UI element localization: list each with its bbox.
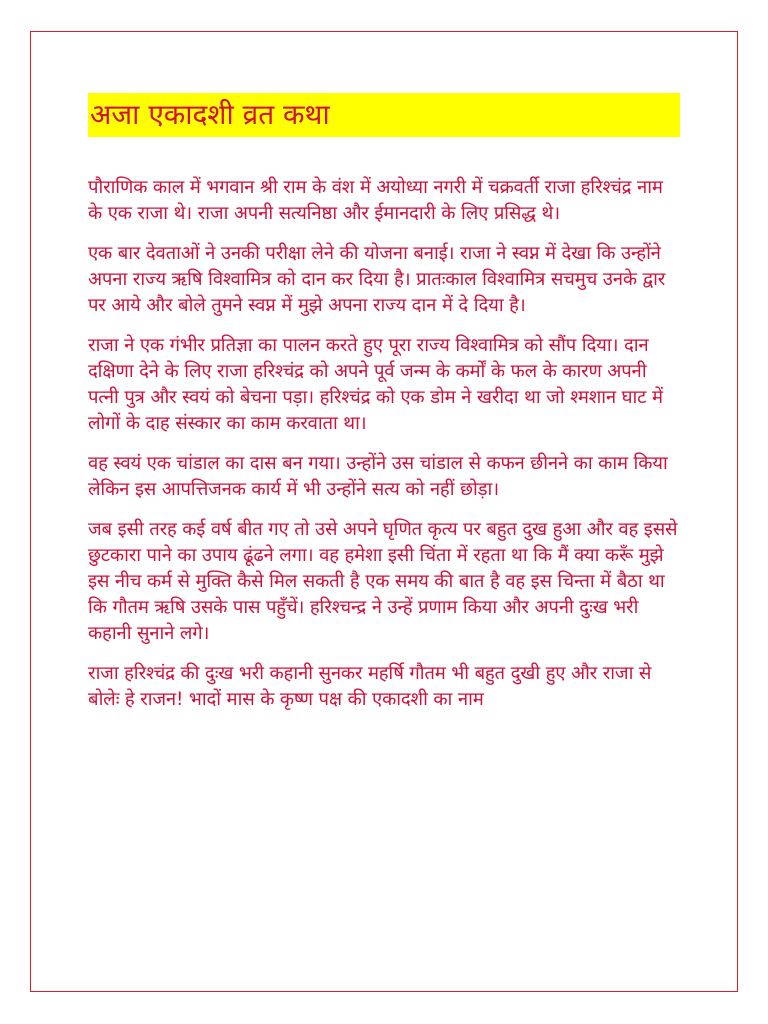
paragraph-1: पौराणिक काल में भगवान श्री राम के वंश में अयोध्या नगरी में चक्रवर्ती राजा हरिश्चंद्र नाम के एक राजा थे। राजा अपनी सत्यनिष्ठा और ईमानदारी के लिए प्रसिद्ध थे। xyxy=(88,177,663,224)
document-title: अजा एकादशी व्रत कथा xyxy=(90,98,330,131)
paragraph-5: जब इसी तरह कई वर्ष बीत गए तो उसे अपने घृणित कृत्य पर बहुत दुख हुआ और वह इससे छुटकारा पाने का उपाय ढूंढने लगा। वह हमेशा इसी चिंता में रहता था कि मैं क्या करूँ मुझे इस नीच कर्म से मुक्ति कैसे मिल सकती है एक समय की बात है वह इस चिन्ता में बैठा था कि गौतम ऋषि उसके पास पहुँचें। हरिश्चन्द्र ने उन्हें प्रणाम किया और अपनी दुःख भरी कहानी सुनाने लगे। xyxy=(88,519,678,644)
paragraph-2: एक बार देवताओं ने उनकी परीक्षा लेने की योजना बनाई। राजा ने स्वप्न में देखा कि उन्होंने अपना राज्य ऋषि विश्वामित्र को दान कर दिया है। प्रातःकाल विश्वामित्र सचमुच उनके द्वार पर आये और बोले तुमने स्वप्न में मुझे अपना राज्य दान में दे दिया है। xyxy=(88,243,666,316)
title-highlight xyxy=(88,93,680,137)
paragraph-4: वह स्वयं एक चांडाल का दास बन गया। उन्होंने उस चांडाल से कफन छीनने का काम किया लेकिन इस आपत्तिजनक कार्य में भी उन्होंने सत्य को नहीं छोड़ा। xyxy=(88,453,668,500)
document-body xyxy=(88,175,680,713)
paragraph-3: राजा ने एक गंभीर प्रतिज्ञा का पालन करते हुए पूरा राज्य विश्वामित्र को सौंप दिया। दान दक्षिणा देने के लिए राजा हरिश्चंद्र को अपने पूर्व जन्म के कर्मों के फल के कारण अपनी पत्नी पुत्र और स्वयं को बेचना पड़ा। हरिश्चंद्र को एक डोम ने खरीदा था जो श्मशान घाट में लोगों के दाह संस्कार का काम करवाता था। xyxy=(88,335,663,434)
document-content xyxy=(88,93,680,713)
paragraph-6: राजा हरिश्चंद्र की दुःख भरी कहानी सुनकर महर्षि गौतम भी बहुत दुखी हुए और राजा से बोलेः हे राजन! भादों मास के कृष्ण पक्ष की एकादशी का नाम xyxy=(88,663,652,710)
